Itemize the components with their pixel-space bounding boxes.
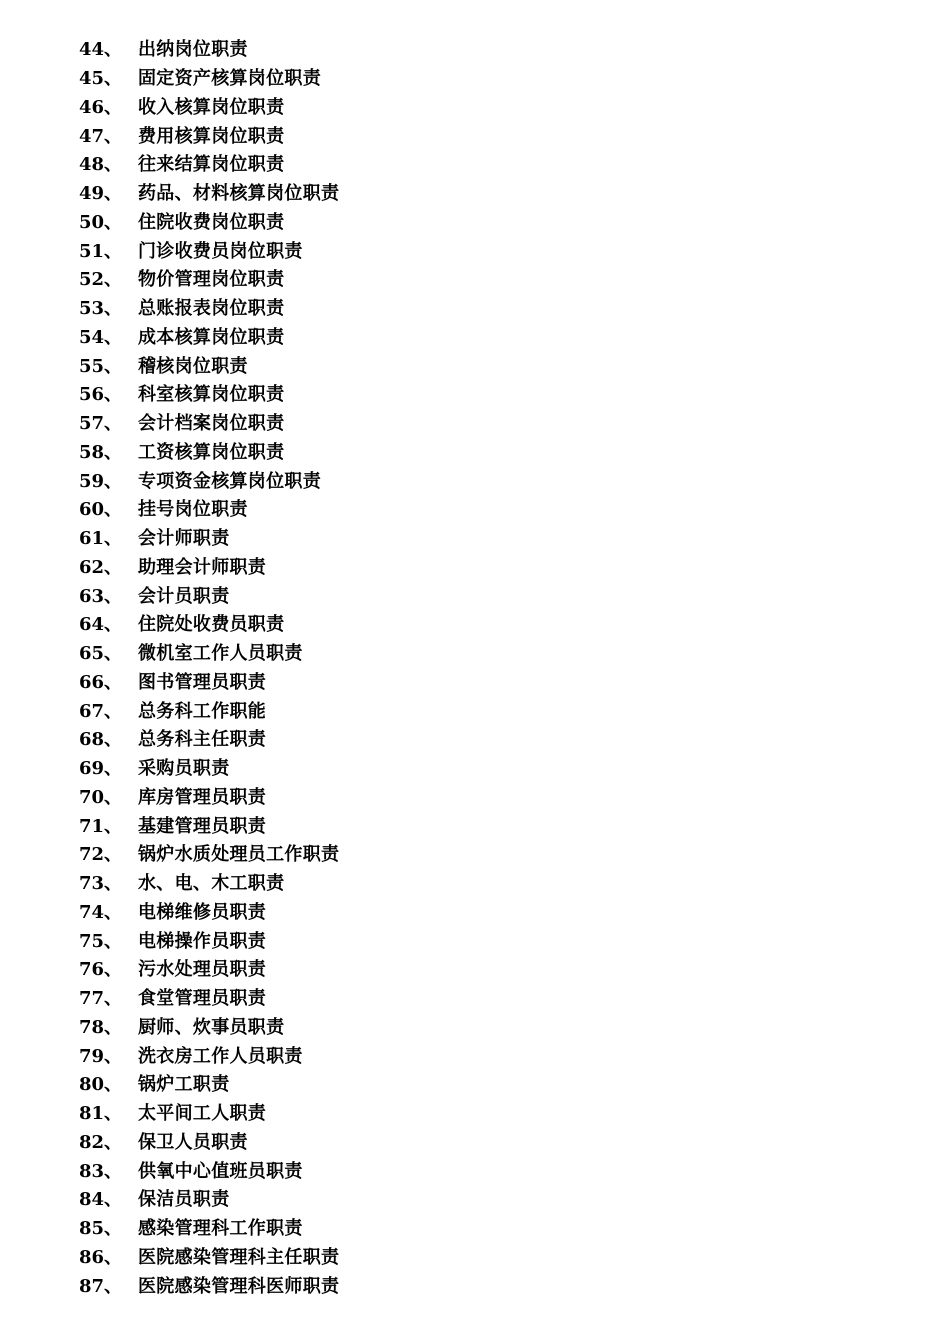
item-title: 锅炉工职责 — [138, 1074, 230, 1096]
toc-item — [79, 149, 339, 178]
item-title: 食堂管理员职责 — [138, 988, 267, 1010]
item-title: 供氧中心值班员职责 — [138, 1160, 303, 1182]
item-title: 出纳岗位职责 — [138, 39, 248, 61]
item-title: 锅炉水质处理员工作职责 — [138, 844, 340, 866]
toc-item — [79, 695, 339, 724]
item-number: 59、 — [79, 470, 123, 492]
toc-item — [79, 638, 339, 667]
toc-item — [79, 379, 339, 408]
item-title: 住院收费岗位职责 — [138, 211, 285, 233]
item-number: 67、 — [79, 700, 123, 722]
toc-item — [79, 753, 339, 782]
item-title: 微机室工作人员职责 — [138, 643, 303, 665]
toc-item — [79, 408, 339, 437]
item-number: 53、 — [79, 298, 123, 320]
toc-item — [79, 552, 339, 581]
item-number: 61、 — [79, 528, 123, 550]
item-number: 71、 — [79, 815, 123, 837]
item-title: 保卫人员职责 — [138, 1131, 248, 1153]
toc-item — [79, 1040, 339, 1069]
item-title: 会计师职责 — [138, 528, 230, 550]
item-title: 工资核算岗位职责 — [138, 441, 285, 463]
item-title: 图书管理员职责 — [138, 671, 267, 693]
item-number: 76、 — [79, 959, 123, 981]
item-number: 49、 — [79, 183, 123, 205]
toc-item — [79, 120, 339, 149]
item-title: 专项资金核算岗位职责 — [138, 470, 321, 492]
item-title: 总务科主任职责 — [138, 729, 267, 751]
toc-item — [79, 983, 339, 1012]
item-number: 62、 — [79, 556, 123, 578]
item-title: 医院感染管理科医师职责 — [138, 1275, 340, 1297]
item-number: 57、 — [79, 413, 123, 435]
item-number: 80、 — [79, 1074, 123, 1096]
item-number: 47、 — [79, 125, 123, 147]
item-number: 64、 — [79, 614, 123, 636]
item-number: 87、 — [79, 1275, 123, 1297]
toc-item — [79, 92, 339, 121]
item-number: 74、 — [79, 901, 123, 923]
item-title: 基建管理员职责 — [138, 815, 267, 837]
toc-item — [79, 810, 339, 839]
item-number: 50、 — [79, 211, 123, 233]
item-title: 总务科工作职能 — [138, 700, 267, 722]
item-number: 48、 — [79, 154, 123, 176]
item-number: 55、 — [79, 355, 123, 377]
item-title: 水、电、木工职责 — [138, 873, 285, 895]
item-number: 79、 — [79, 1045, 123, 1067]
toc-item — [79, 839, 339, 868]
item-number: 73、 — [79, 873, 123, 895]
item-title: 稽核岗位职责 — [138, 355, 248, 377]
item-number: 52、 — [79, 269, 123, 291]
item-number: 66、 — [79, 671, 123, 693]
item-title: 往来结算岗位职责 — [138, 154, 285, 176]
item-title: 成本核算岗位职责 — [138, 326, 285, 348]
toc-item — [79, 1098, 339, 1127]
toc-item — [79, 207, 339, 236]
item-number: 63、 — [79, 585, 123, 607]
item-number: 75、 — [79, 930, 123, 952]
item-number: 78、 — [79, 1016, 123, 1038]
item-title: 洗衣房工作人员职责 — [138, 1045, 303, 1067]
item-title: 保洁员职责 — [138, 1189, 230, 1211]
item-number: 83、 — [79, 1160, 123, 1182]
item-title: 收入核算岗位职责 — [138, 96, 285, 118]
toc-item — [79, 350, 339, 379]
toc-item — [79, 1069, 339, 1098]
item-number: 72、 — [79, 844, 123, 866]
item-number: 84、 — [79, 1189, 123, 1211]
item-title: 污水处理员职责 — [138, 959, 267, 981]
toc-list — [79, 34, 339, 1299]
item-title: 太平间工人职责 — [138, 1103, 267, 1125]
toc-item — [79, 523, 339, 552]
item-title: 门诊收费员岗位职责 — [138, 240, 303, 262]
item-number: 81、 — [79, 1103, 123, 1125]
item-title: 助理会计师职责 — [138, 556, 267, 578]
toc-item — [79, 322, 339, 351]
toc-item — [79, 782, 339, 811]
item-title: 厨师、炊事员职责 — [138, 1016, 285, 1038]
item-number: 68、 — [79, 729, 123, 751]
item-number: 69、 — [79, 758, 123, 780]
toc-item — [79, 724, 339, 753]
toc-item — [79, 1213, 339, 1242]
toc-item — [79, 1155, 339, 1184]
toc-item — [79, 178, 339, 207]
toc-item — [79, 580, 339, 609]
item-title: 医院感染管理科主任职责 — [138, 1246, 340, 1268]
toc-item — [79, 1270, 339, 1299]
toc-item — [79, 293, 339, 322]
toc-item — [79, 954, 339, 983]
item-number: 70、 — [79, 786, 123, 808]
item-title: 固定资产核算岗位职责 — [138, 68, 321, 90]
toc-item — [79, 1242, 339, 1271]
item-title: 感染管理科工作职责 — [138, 1218, 303, 1240]
item-number: 45、 — [79, 68, 123, 90]
item-title: 药品、材料核算岗位职责 — [138, 183, 340, 205]
item-number: 51、 — [79, 240, 123, 262]
toc-item — [79, 897, 339, 926]
toc-item — [79, 34, 339, 63]
toc-item — [79, 1127, 339, 1156]
item-number: 44、 — [79, 39, 123, 61]
toc-item — [79, 925, 339, 954]
toc-item — [79, 1012, 339, 1041]
item-number: 54、 — [79, 326, 123, 348]
item-number: 86、 — [79, 1246, 123, 1268]
item-title: 采购员职责 — [138, 758, 230, 780]
toc-item — [79, 63, 339, 92]
toc-item — [79, 667, 339, 696]
item-title: 会计员职责 — [138, 585, 230, 607]
item-number: 56、 — [79, 384, 123, 406]
item-title: 总账报表岗位职责 — [138, 298, 285, 320]
toc-item — [79, 494, 339, 523]
toc-item — [79, 437, 339, 466]
item-title: 库房管理员职责 — [138, 786, 267, 808]
item-title: 电梯维修员职责 — [138, 901, 267, 923]
item-title: 科室核算岗位职责 — [138, 384, 285, 406]
item-number: 46、 — [79, 96, 123, 118]
item-number: 77、 — [79, 988, 123, 1010]
toc-item — [79, 235, 339, 264]
toc-item — [79, 868, 339, 897]
item-title: 物价管理岗位职责 — [138, 269, 285, 291]
toc-item — [79, 465, 339, 494]
item-title: 挂号岗位职责 — [138, 499, 248, 521]
item-title: 费用核算岗位职责 — [138, 125, 285, 147]
toc-item — [79, 1184, 339, 1213]
item-title: 住院处收费员职责 — [138, 614, 285, 636]
item-number: 85、 — [79, 1218, 123, 1240]
item-title: 电梯操作员职责 — [138, 930, 267, 952]
item-number: 60、 — [79, 499, 123, 521]
item-title: 会计档案岗位职责 — [138, 413, 285, 435]
item-number: 82、 — [79, 1131, 123, 1153]
item-number: 58、 — [79, 441, 123, 463]
toc-item — [79, 609, 339, 638]
toc-item — [79, 264, 339, 293]
item-number: 65、 — [79, 643, 123, 665]
